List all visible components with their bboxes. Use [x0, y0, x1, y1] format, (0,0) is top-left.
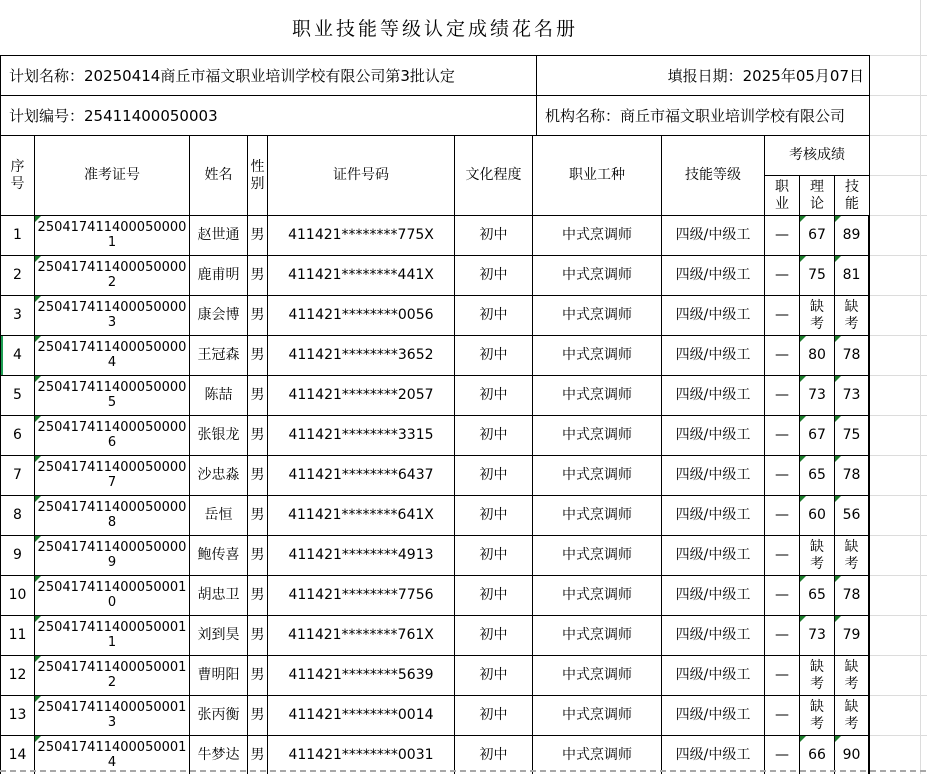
cell-level[interactable]: 四级/中级工 [662, 376, 765, 416]
cell-ticket[interactable]: 2504174114000500004 [35, 336, 190, 376]
cell-level[interactable]: 四级/中级工 [662, 296, 765, 336]
table-row [1, 456, 869, 496]
cell-no[interactable]: 1 [1, 216, 35, 256]
cell-score-occupation[interactable]: — [765, 256, 800, 296]
cell-name[interactable]: 张银龙 [190, 416, 248, 456]
cell-occupation[interactable]: 中式烹调师 [533, 656, 662, 696]
cell-gender[interactable]: 男 [248, 696, 268, 736]
header-id[interactable]: 证件号码 [268, 136, 455, 216]
cell-level[interactable]: 四级/中级工 [662, 216, 765, 256]
cell-gender[interactable]: 男 [248, 416, 268, 456]
number-stored-as-text-marker-icon [835, 576, 841, 582]
cell-score-occupation[interactable]: — [765, 656, 800, 696]
header-name[interactable]: 姓名 [190, 136, 248, 216]
table-row [1, 256, 869, 296]
cell-score-occupation[interactable]: — [765, 616, 800, 656]
cell-id[interactable]: 411421********761X [268, 616, 455, 656]
cell-score-theory[interactable]: 73 [800, 616, 835, 656]
cell-score-theory[interactable]: 66 [800, 736, 835, 774]
number-stored-as-text-marker-icon [35, 696, 41, 702]
cell-score-theory[interactable]: 缺考 [800, 656, 835, 696]
header-occupation[interactable]: 职业工种 [533, 136, 662, 216]
cell-level[interactable]: 四级/中级工 [662, 416, 765, 456]
cell-score-theory[interactable]: 67 [800, 416, 835, 456]
cell-gender[interactable]: 男 [248, 256, 268, 296]
cell-level[interactable]: 四级/中级工 [662, 736, 765, 774]
number-stored-as-text-marker-icon [835, 496, 841, 502]
cell-education[interactable]: 初中 [455, 656, 533, 696]
cell-id[interactable]: 411421********2057 [268, 376, 455, 416]
cell-id[interactable]: 411421********641X [268, 496, 455, 536]
cell-ticket[interactable]: 2504174114000500003 [35, 296, 190, 336]
cell-id[interactable]: 411421********6437 [268, 456, 455, 496]
meta-row-2 [1, 96, 869, 136]
number-stored-as-text-marker-icon [35, 496, 41, 502]
org-name-cell[interactable]: 机构名称：商丘市福文职业培训学校有限公司 [537, 96, 869, 136]
number-stored-as-text-marker-icon [800, 336, 806, 342]
page-title: 职业技能等级认定成绩花名册 [291, 18, 578, 40]
cell-occupation[interactable]: 中式烹调师 [533, 216, 662, 256]
cell-score-occupation[interactable]: — [765, 216, 800, 256]
number-stored-as-text-marker-icon [800, 576, 806, 582]
cell-education[interactable]: 初中 [455, 216, 533, 256]
cell-score-occupation[interactable]: — [765, 376, 800, 416]
cell-gender[interactable]: 男 [248, 536, 268, 576]
number-stored-as-text-marker-icon [800, 256, 806, 262]
roster-table [0, 55, 870, 774]
cell-no[interactable]: 5 [1, 376, 35, 416]
number-stored-as-text-marker-icon [35, 416, 41, 422]
cell-education[interactable]: 初中 [455, 296, 533, 336]
cell-level[interactable]: 四级/中级工 [662, 456, 765, 496]
header-ticket[interactable]: 准考证号 [35, 136, 190, 216]
header-education[interactable]: 文化程度 [455, 136, 533, 216]
cell-id[interactable]: 411421********3315 [268, 416, 455, 456]
cell-ticket[interactable]: 2504174114000500011 [35, 616, 190, 656]
table-row [1, 216, 869, 256]
cell-gender[interactable]: 男 [248, 656, 268, 696]
cell-education[interactable]: 初中 [455, 336, 533, 376]
excel-gridlines-right [870, 55, 927, 774]
number-stored-as-text-marker-icon [35, 376, 41, 382]
cell-score-theory[interactable]: 缺考 [800, 536, 835, 576]
cell-ticket[interactable]: 2504174114000500013 [35, 696, 190, 736]
cell-education[interactable]: 初中 [455, 576, 533, 616]
cell-ticket[interactable]: 2504174114000500012 [35, 656, 190, 696]
number-stored-as-text-marker-icon [835, 376, 841, 382]
cell-occupation[interactable]: 中式烹调师 [533, 456, 662, 496]
cell-ticket[interactable]: 2504174114000500008 [35, 496, 190, 536]
table-row [1, 416, 869, 456]
table-row [1, 656, 869, 696]
cell-name[interactable]: 王冠森 [190, 336, 248, 376]
header-gender[interactable]: 性别 [248, 136, 268, 216]
cell-score-skill[interactable]: 81 [835, 256, 869, 296]
cell-occupation[interactable]: 中式烹调师 [533, 536, 662, 576]
cell-no[interactable]: 6 [1, 416, 35, 456]
table-row [1, 376, 869, 416]
number-stored-as-text-marker-icon [835, 256, 841, 262]
meta-row-1 [1, 56, 869, 96]
cell-ticket[interactable]: 2504174114000500002 [35, 256, 190, 296]
number-stored-as-text-marker-icon [35, 456, 41, 462]
plan-code-cell[interactable]: 计划编号：25411400050003 [1, 96, 537, 136]
selection-edge-indicator [1, 336, 3, 375]
plan-name-cell[interactable]: 计划名称：20250414商丘市福文职业培训学校有限公司第3批认定 [1, 56, 537, 96]
cell-no[interactable]: 7 [1, 456, 35, 496]
table-row [1, 736, 869, 774]
cell-name[interactable]: 岳恒 [190, 496, 248, 536]
cell-score-occupation[interactable]: — [765, 536, 800, 576]
cell-name[interactable]: 牛梦达 [190, 736, 248, 774]
cell-gender[interactable]: 男 [248, 576, 268, 616]
cell-occupation[interactable]: 中式烹调师 [533, 496, 662, 536]
cell-score-occupation[interactable]: — [765, 336, 800, 376]
cell-education[interactable]: 初中 [455, 376, 533, 416]
table-row [1, 296, 869, 336]
number-stored-as-text-marker-icon [35, 336, 41, 342]
cell-ticket[interactable]: 2504174114000500005 [35, 376, 190, 416]
table-header [1, 136, 869, 216]
cell-gender[interactable]: 男 [248, 296, 268, 336]
cell-score-skill[interactable]: 75 [835, 416, 869, 456]
cell-id[interactable]: 411421********775X [268, 216, 455, 256]
number-stored-as-text-marker-icon [835, 336, 841, 342]
cell-score-skill[interactable]: 78 [835, 456, 869, 496]
cell-score-theory[interactable]: 缺考 [800, 696, 835, 736]
cell-no[interactable]: 13 [1, 696, 35, 736]
cell-no[interactable]: 14 [1, 736, 35, 774]
number-stored-as-text-marker-icon [835, 456, 841, 462]
cell-score-theory[interactable]: 67 [800, 216, 835, 256]
cell-name[interactable]: 胡忠卫 [190, 576, 248, 616]
cell-gender[interactable]: 男 [248, 336, 268, 376]
cell-no[interactable]: 3 [1, 296, 35, 336]
table-row [1, 696, 869, 736]
cell-education[interactable]: 初中 [455, 736, 533, 774]
cell-score-occupation[interactable]: — [765, 576, 800, 616]
cell-score-occupation[interactable]: — [765, 736, 800, 774]
cell-score-skill[interactable]: 缺考 [835, 656, 869, 696]
cell-gender[interactable]: 男 [248, 376, 268, 416]
cell-score-theory[interactable]: 缺考 [800, 296, 835, 336]
cell-education[interactable]: 初中 [455, 456, 533, 496]
header-score-skill[interactable]: 技能 [835, 176, 869, 216]
cell-id[interactable]: 411421********0056 [268, 296, 455, 336]
cell-level[interactable]: 四级/中级工 [662, 496, 765, 536]
number-stored-as-text-marker-icon [35, 736, 41, 742]
cell-occupation[interactable]: 中式烹调师 [533, 736, 662, 774]
cell-name[interactable]: 曹明阳 [190, 656, 248, 696]
cell-level[interactable]: 四级/中级工 [662, 576, 765, 616]
cell-score-skill[interactable]: 78 [835, 336, 869, 376]
number-stored-as-text-marker-icon [835, 416, 841, 422]
table-row [1, 576, 869, 616]
cell-level[interactable]: 四级/中级工 [662, 256, 765, 296]
table-row [1, 616, 869, 656]
report-date-cell[interactable]: 填报日期：2025年05月07日 [537, 56, 869, 96]
cell-score-occupation[interactable]: — [765, 456, 800, 496]
number-stored-as-text-marker-icon [800, 616, 806, 622]
cell-ticket[interactable]: 2504174114000500010 [35, 576, 190, 616]
cell-ticket[interactable]: 2504174114000500014 [35, 736, 190, 774]
cell-ticket[interactable]: 2504174114000500007 [35, 456, 190, 496]
cell-name[interactable]: 赵世通 [190, 216, 248, 256]
number-stored-as-text-marker-icon [800, 376, 806, 382]
cell-occupation[interactable]: 中式烹调师 [533, 336, 662, 376]
cell-gender[interactable]: 男 [248, 496, 268, 536]
cell-education[interactable]: 初中 [455, 416, 533, 456]
cell-score-skill[interactable]: 缺考 [835, 536, 869, 576]
cell-ticket[interactable]: 2504174114000500009 [35, 536, 190, 576]
cell-education[interactable]: 初中 [455, 256, 533, 296]
cell-level[interactable]: 四级/中级工 [662, 336, 765, 376]
table-row [1, 496, 869, 536]
cell-gender[interactable]: 男 [248, 456, 268, 496]
cell-name[interactable]: 陈喆 [190, 376, 248, 416]
cell-score-theory[interactable]: 73 [800, 376, 835, 416]
cell-name[interactable]: 康会博 [190, 296, 248, 336]
cell-score-theory[interactable]: 65 [800, 576, 835, 616]
cell-level[interactable]: 四级/中级工 [662, 696, 765, 736]
cell-no[interactable]: 8 [1, 496, 35, 536]
cell-occupation[interactable]: 中式烹调师 [533, 616, 662, 656]
cell-score-occupation[interactable]: — [765, 296, 800, 336]
cell-score-occupation[interactable]: — [765, 496, 800, 536]
cell-score-occupation[interactable]: — [765, 696, 800, 736]
cell-score-skill[interactable]: 缺考 [835, 296, 869, 336]
cell-ticket[interactable]: 2504174114000500001 [35, 216, 190, 256]
cell-id[interactable]: 411421********7756 [268, 576, 455, 616]
cell-id[interactable]: 411421********441X [268, 256, 455, 296]
cell-id[interactable]: 411421********0014 [268, 696, 455, 736]
cell-no[interactable]: 10 [1, 576, 35, 616]
number-stored-as-text-marker-icon [35, 576, 41, 582]
header-score-occupation[interactable]: 职业 [765, 176, 800, 216]
cell-education[interactable]: 初中 [455, 536, 533, 576]
cell-name[interactable]: 鲍传喜 [190, 536, 248, 576]
number-stored-as-text-marker-icon [35, 296, 41, 302]
data-rows [1, 216, 869, 774]
cell-gender[interactable]: 男 [248, 216, 268, 256]
header-scores-group[interactable]: 考核成绩 [765, 136, 869, 176]
number-stored-as-text-marker-icon [800, 456, 806, 462]
cell-level[interactable]: 四级/中级工 [662, 656, 765, 696]
cell-score-skill[interactable]: 缺考 [835, 696, 869, 736]
cell-name[interactable]: 刘到昊 [190, 616, 248, 656]
number-stored-as-text-marker-icon [800, 216, 806, 222]
cell-score-theory[interactable]: 75 [800, 256, 835, 296]
cell-name[interactable]: 鹿甫明 [190, 256, 248, 296]
cell-score-skill[interactable]: 90 [835, 736, 869, 774]
number-stored-as-text-marker-icon [835, 216, 841, 222]
header-level[interactable]: 技能等级 [662, 136, 765, 216]
cell-score-skill[interactable]: 73 [835, 376, 869, 416]
cell-score-theory[interactable]: 80 [800, 336, 835, 376]
number-stored-as-text-marker-icon [35, 656, 41, 662]
cell-gender[interactable]: 男 [248, 616, 268, 656]
header-score-theory[interactable]: 理论 [800, 176, 835, 216]
cell-gender[interactable]: 男 [248, 736, 268, 774]
cell-id[interactable]: 411421********0031 [268, 736, 455, 774]
cell-no[interactable]: 2 [1, 256, 35, 296]
cell-score-skill[interactable]: 78 [835, 576, 869, 616]
cell-occupation[interactable]: 中式烹调师 [533, 416, 662, 456]
cell-score-theory[interactable]: 65 [800, 456, 835, 496]
number-stored-as-text-marker-icon [35, 536, 41, 542]
cell-no[interactable]: 4 [1, 336, 35, 376]
cell-occupation[interactable]: 中式烹调师 [533, 256, 662, 296]
table-row [1, 336, 869, 376]
number-stored-as-text-marker-icon [35, 216, 41, 222]
cell-score-skill[interactable]: 89 [835, 216, 869, 256]
cell-education[interactable]: 初中 [455, 696, 533, 736]
cell-no[interactable]: 9 [1, 536, 35, 576]
cell-education[interactable]: 初中 [455, 616, 533, 656]
number-stored-as-text-marker-icon [835, 736, 841, 742]
cell-no[interactable]: 11 [1, 616, 35, 656]
cell-ticket[interactable]: 2504174114000500006 [35, 416, 190, 456]
table-row [1, 536, 869, 576]
number-stored-as-text-marker-icon [35, 616, 41, 622]
number-stored-as-text-marker-icon [835, 616, 841, 622]
number-stored-as-text-marker-icon [800, 736, 806, 742]
cell-score-theory[interactable]: 60 [800, 496, 835, 536]
cell-name[interactable]: 沙忠淼 [190, 456, 248, 496]
cell-id[interactable]: 411421********4913 [268, 536, 455, 576]
cell-occupation[interactable]: 中式烹调师 [533, 576, 662, 616]
cell-level[interactable]: 四级/中级工 [662, 616, 765, 656]
cell-score-skill[interactable]: 56 [835, 496, 869, 536]
number-stored-as-text-marker-icon [35, 256, 41, 262]
cell-id[interactable]: 411421********3652 [268, 336, 455, 376]
number-stored-as-text-marker-icon [800, 496, 806, 502]
cell-level[interactable]: 四级/中级工 [662, 536, 765, 576]
cell-score-occupation[interactable]: — [765, 416, 800, 456]
cell-name[interactable]: 张丙衡 [190, 696, 248, 736]
excel-gridline-vertical [920, 0, 921, 774]
cell-score-skill[interactable]: 79 [835, 616, 869, 656]
cell-no[interactable]: 12 [1, 656, 35, 696]
cell-education[interactable]: 初中 [455, 496, 533, 536]
cell-id[interactable]: 411421********5639 [268, 656, 455, 696]
page-break-dashed-line [0, 770, 927, 772]
cell-occupation[interactable]: 中式烹调师 [533, 696, 662, 736]
cell-occupation[interactable]: 中式烹调师 [533, 296, 662, 336]
cell-occupation[interactable]: 中式烹调师 [533, 376, 662, 416]
number-stored-as-text-marker-icon [800, 416, 806, 422]
header-no[interactable]: 序号 [1, 136, 35, 216]
